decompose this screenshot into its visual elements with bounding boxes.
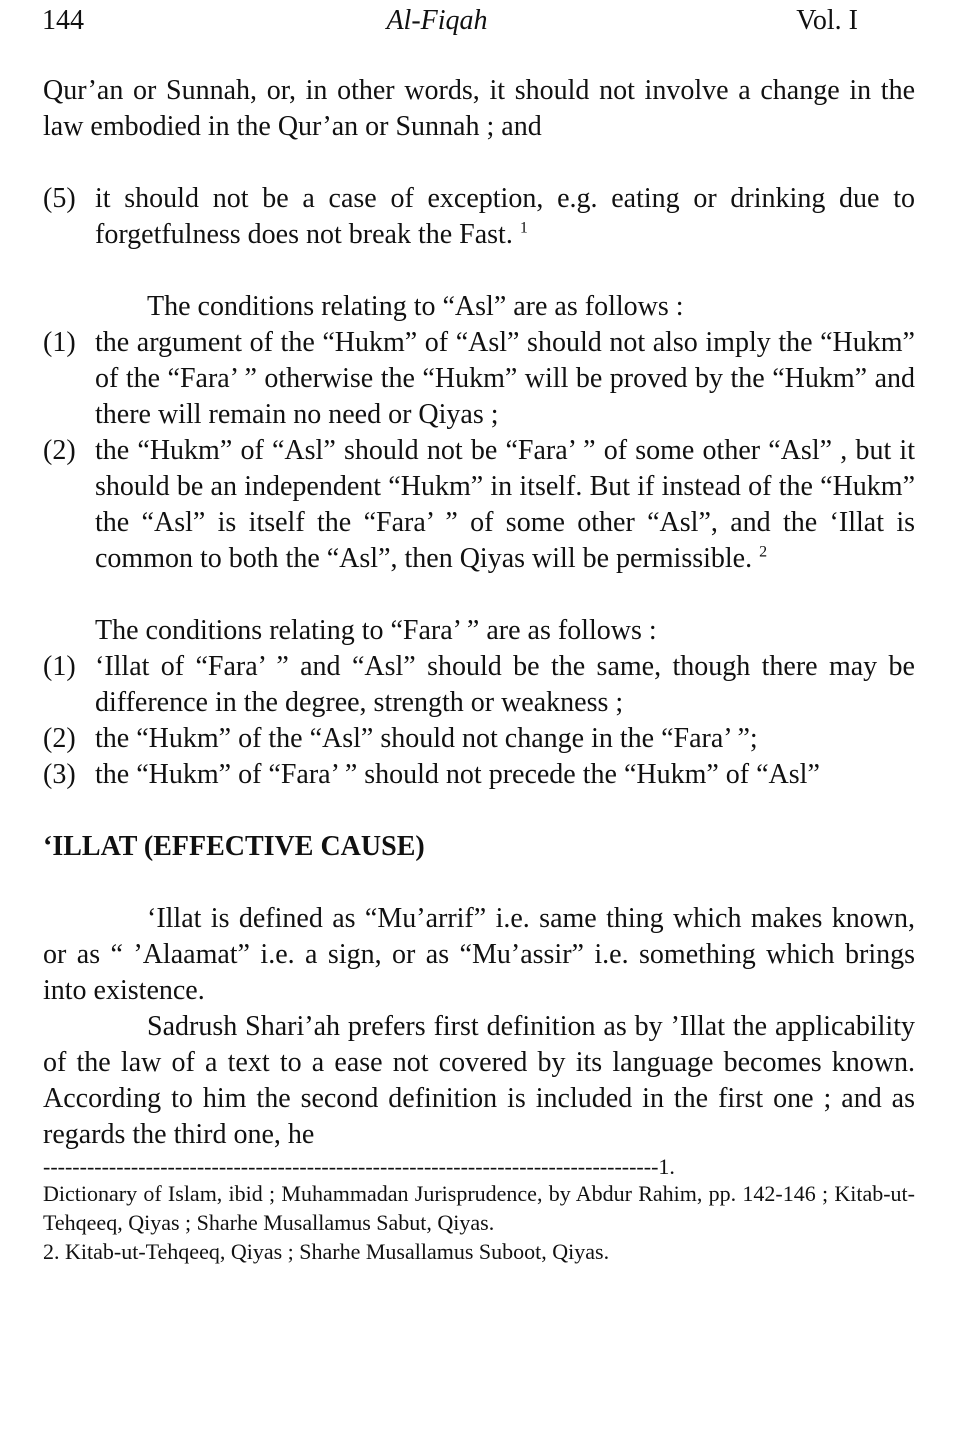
illat-paragraph-2: Sadrush Shari’ah prefers first definition as by ’Illat the applicability of the law of a text to a ease not covered by its language becomes known. According to him the second definition is included in the first one ; and as regards the third one, he <box>43 1011 915 1150</box>
item-number: (1) <box>43 651 76 682</box>
list-item <box>43 721 915 757</box>
condition-item-5 <box>43 181 915 253</box>
fara-conditions-list <box>43 649 915 793</box>
item-text: the “Hukm” of “Fara’ ” should not precede the “Hukm” of “Asl” <box>95 759 820 790</box>
running-title: Al-Fiqah <box>386 5 488 36</box>
list-item <box>43 757 915 793</box>
page-number: 144 <box>42 5 84 36</box>
item-number: (3) <box>43 759 76 790</box>
footnotes <box>43 1179 915 1266</box>
item-number: (2) <box>43 723 76 754</box>
page-body <box>43 73 915 1266</box>
item-number: (5) <box>43 183 76 214</box>
item-text: the “Hukm” of the “Asl” should not change in the “Fara’ ”; <box>95 723 758 754</box>
continuation-paragraph: Qur’an or Sunnah, or, in other words, it should not involve a change in the law embodied in the Qur’an or Sunnah ; and <box>43 75 915 142</box>
section-heading: ‘ILLAT (EFFECTIVE CAUSE) <box>43 831 425 862</box>
item-text: it should not be a case of exception, e.g. eating or drinking due to forgetfulness does not break the Fast. <box>95 183 915 250</box>
list-item <box>43 325 915 433</box>
footnote-2: 2. Kitab-ut-Tehqeeq, Qiyas ; Sharhe Musallamus Suboot, Qiyas. <box>43 1239 610 1264</box>
asl-intro: The conditions relating to “Asl” are as follows : <box>147 291 684 322</box>
footnote-separator: ------------------------------------------------------------------------------------1. <box>43 1155 675 1179</box>
item-text: the “Hukm” of “Asl” should not be “Fara’ ” of some other “Asl” , but it should be an independent “Hukm” in itself. But if instead of the “Hukm” the “Asl” is itself the “Fara’ ” of some other “Asl”, and the ‘Illat is common to both the “Asl”, then Qiyas will be permissible. <box>95 435 915 574</box>
volume-label: Vol. I <box>796 5 858 36</box>
footnote-ref: 1 <box>519 219 528 237</box>
list-item <box>43 433 915 577</box>
footnote-ref: 2 <box>759 543 768 561</box>
footnote-1: Dictionary of Islam, ibid ; Muhammadan Jurisprudence, by Abdur Rahim, pp. 142-146 ; Kitab-ut-Tehqeeq, Qiyas ; Sharhe Musallamus Sabut, Qiyas. <box>43 1181 915 1235</box>
item-text: the argument of the “Hukm” of “Asl” should not also imply the “Hukm” of the “Fara’ ” otherwise the “Hukm” will be proved by the “Hukm” and there will remain no need or Qiyas ; <box>95 327 915 430</box>
illat-paragraph-1: ‘Illat is defined as “Mu’arrif” i.e. same thing which makes known, or as “ ’Alaamat” i.e. a sign, or as “Mu’assir” i.e. something which brings into existence. <box>43 903 915 1006</box>
item-number: (2) <box>43 435 76 466</box>
asl-conditions-list <box>43 325 915 577</box>
item-number: (1) <box>43 327 76 358</box>
list-item <box>43 649 915 721</box>
fara-intro: The conditions relating to “Fara’ ” are as follows : <box>95 615 657 646</box>
item-text: ‘Illat of “Fara’ ” and “Asl” should be the same, though there may be difference in the degree, strength or weakness ; <box>95 651 915 718</box>
